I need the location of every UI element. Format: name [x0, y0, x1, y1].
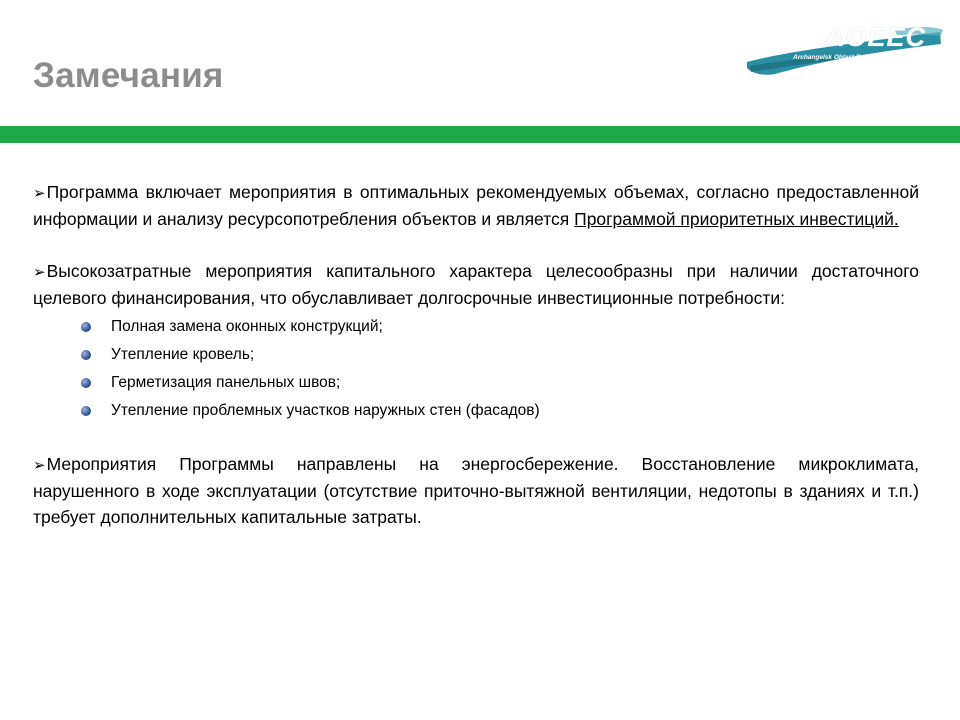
list-item-text: Полная замена оконных конструкций; — [111, 318, 383, 335]
bullet-dot-icon — [81, 322, 91, 332]
measures-list — [33, 313, 919, 425]
paragraph-1-underlined: Программой приоритетных инвестиций. — [574, 209, 899, 229]
list-item — [81, 369, 919, 397]
logo-subtitle: Archangelsk Oblast Energy Efficiency Centre — [793, 54, 933, 61]
list-item-text: Утепление проблемных участков наружных стен (фасадов) — [111, 402, 540, 419]
list-item — [81, 313, 919, 341]
slide-title: Замечания — [33, 56, 224, 95]
list-item — [81, 341, 919, 369]
bullet-dot-icon — [81, 378, 91, 388]
arrow-bullet-icon: ➢ — [33, 456, 46, 474]
logo-text: AOEEC — [825, 22, 927, 52]
list-item — [81, 397, 919, 425]
arrow-bullet-icon: ➢ — [33, 263, 46, 281]
list-item-text: Герметизация панельных швов; — [111, 374, 341, 391]
paragraph-3-text: Мероприятия Программы направлены на энергосбережение. Восстановление микроклимата, нарушенного в ходе эксплуатации (отсутствие приточно-вытяжной вентиляции, недотопы в зданиях и т.п.) требует дополнительных капитальные затраты. — [33, 454, 919, 527]
paragraph-3 — [33, 451, 919, 530]
paragraph-1-text: Программа включает мероприятия в оптимальных рекомендуемых объемах, согласно предоставленной информации и анализу ресурсопотребления объектов и является — [33, 182, 919, 229]
bullet-dot-icon — [81, 406, 91, 416]
slide-content — [33, 179, 919, 530]
paragraph-2-text: Высокозатратные мероприятия капитального характера целесообразны при наличии достаточного целевого финансирования, что обуславливает долгосрочные инвестиционные потребности: — [33, 261, 919, 308]
paragraph-2 — [33, 258, 919, 311]
list-item-text: Утепление кровель; — [111, 346, 255, 363]
aoeec-logo — [745, 22, 945, 78]
bullet-dot-icon — [81, 350, 91, 360]
green-divider-bar — [0, 126, 960, 143]
arrow-bullet-icon: ➢ — [33, 184, 46, 202]
paragraph-1 — [33, 179, 919, 232]
